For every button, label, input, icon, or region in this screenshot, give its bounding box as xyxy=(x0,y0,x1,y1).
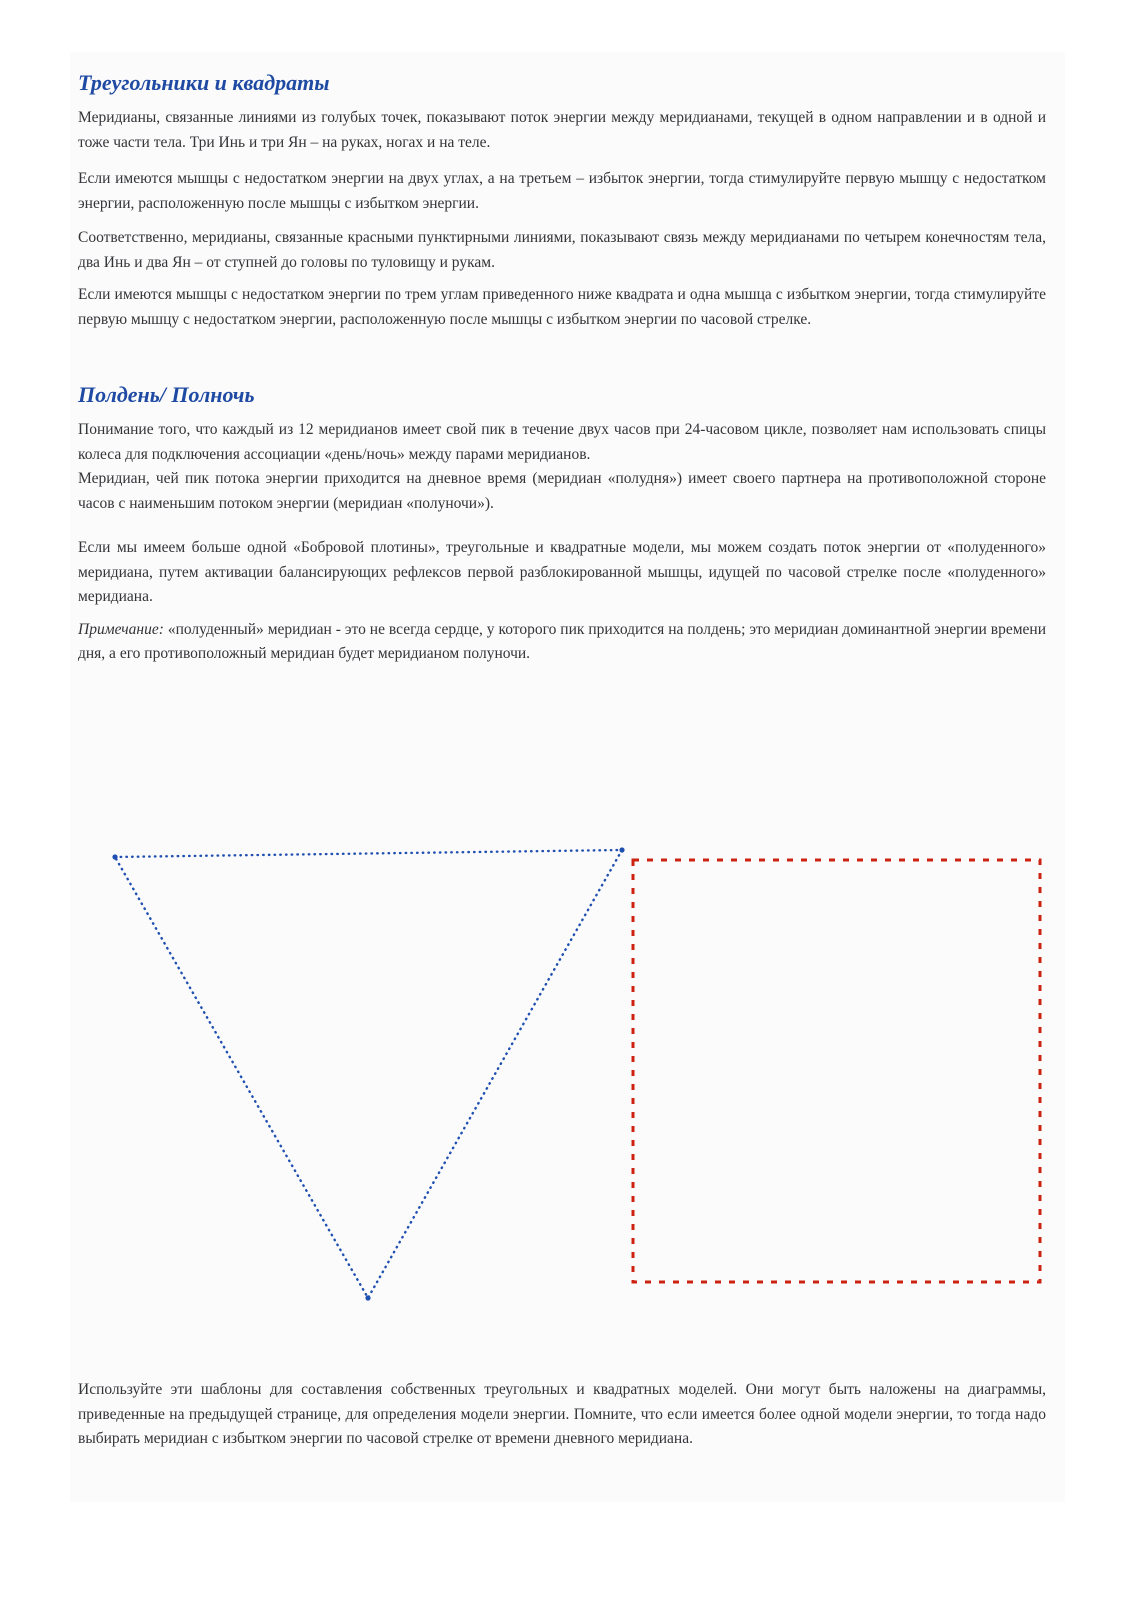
paragraph: Меридианы, связанные линиями из голубых точек, показывают поток энергии между меридианами, текущей в одном направлении и в одной и тоже части тела. Три Инь и три Ян – на руках, ногах и на теле. xyxy=(78,109,1046,151)
paragraph: Если мы имеем больше одной «Бобровой плотины», треугольные и квадратные модели, мы можем создать поток энергии от «полуденного» меридиана, путем активации балансирующих рефлексов первой разблокированной мышцы, идущей по часовой стрелке после «полуденного» меридиана. xyxy=(78,539,1046,605)
paragraph: Понимание того, что каждый из 12 меридианов имеет свой пик в течение двух часов при 24-часовом цикле, позволяет нам использовать спицы колеса для подключения ассоциации «день/ночь» между парами меридианов. xyxy=(78,421,1046,463)
section-title-noon-midnight: Полдень/ Полночь xyxy=(78,382,255,407)
paragraph: Если имеются мышцы с недостатком энергии по трем углам приведенного ниже квадрата и одна мышца с избытком энергии, тогда стимулируйте первую мышцу с недостатком энергии, расположенную после мышцы с избытком энергии по часовой стрелке. xyxy=(78,286,1046,328)
note-label: Примечание: xyxy=(78,620,164,638)
triangle-vertex xyxy=(619,847,624,852)
triangle-vertex xyxy=(365,1295,370,1300)
paragraph: Если имеются мышцы с недостатком энергии на двух углах, а на третьем – избыток энергии, тогда стимулируйте первую мышцу с недостатком энергии, расположенную после мышцы с избытком энергии. xyxy=(78,170,1046,212)
paragraph: Меридиан, чей пик потока энергии приходится на дневное время (меридиан «полудня») имеет своего партнера на противоположной стороне часов с наименьшим потоком энергии (меридиан «полуночи»). xyxy=(78,470,1046,512)
paragraph: Соответственно, меридианы, связанные красными пунктирными линиями, показывают связь между меридианами по четырем конечностям тела, два Инь и два Ян – от ступней до головы по туловищу и рукам. xyxy=(78,229,1046,271)
section-title-triangles-squares: Треугольники и квадраты xyxy=(78,70,330,95)
triangle-vertex xyxy=(112,854,117,859)
triangle-template xyxy=(115,850,622,1298)
closing-paragraph: Используйте эти шаблоны для составления собственных треугольных и квадратных моделей. Они могут быть наложены на диаграммы, приведенные на предыдущей странице, для определения модели энергии. Помните, что если имеется более одной модели энергии, то тогда надо выбирать меридиан с избытком энергии по часовой стрелке от времени дневного меридиана. xyxy=(78,1381,1046,1447)
note-text: «полуденный» меридиан - это не всегда сердце, у которого пик приходится на полдень; это меридиан доминантной энергии времени дня, а его противоположный меридиан будет меридианом полуночи. xyxy=(78,620,1046,662)
square-template xyxy=(633,860,1040,1282)
